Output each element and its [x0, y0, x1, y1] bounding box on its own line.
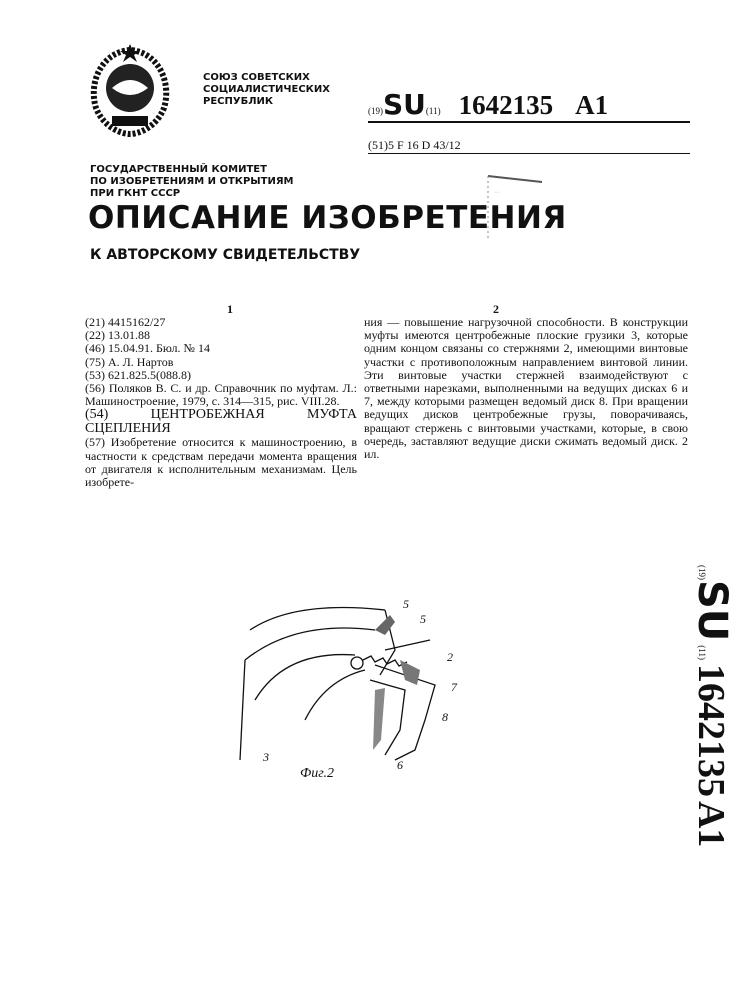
committee-line: ПРИ ГКНТ СССР [90, 188, 294, 200]
country-line: СОЮЗ СОВЕТСКИХ [203, 72, 330, 84]
patent-number-block [368, 88, 690, 123]
field-53: (53) 621.825.5(088.8) [85, 369, 357, 382]
committee-line: ПО ИЗОБРЕТЕНИЯМ И ОТКРЫТИЯМ [90, 176, 294, 188]
field-21: (21) 4415162/27 [85, 316, 357, 329]
kind-code: A1 [575, 90, 608, 120]
country-code: SU [689, 580, 735, 641]
ipc-class: (51)5 F 16 D 43/12 [368, 138, 690, 154]
field-75: (75) А. Л. Нартов [85, 356, 357, 369]
country-name [203, 72, 330, 108]
country-line: СОЦИАЛИСТИЧЕСКИХ [203, 84, 330, 96]
library-stamp [484, 172, 544, 242]
committee [90, 164, 294, 200]
ussr-emblem-icon [82, 42, 178, 138]
figure-2-drawing [235, 590, 475, 770]
country-code: SU [383, 88, 426, 121]
document-title: ОПИСАНИЕ ИЗОБРЕТЕНИЯ [88, 200, 567, 236]
kind-code: A1 [690, 801, 732, 847]
figure-label: 2 [447, 650, 453, 665]
abstract-continued: ния — повышение нагрузочной способности. В конструкции муфты имеются центробежные плоские грузики 3, которые одним концом связаны со стержнями 2, имеющими винтовые участки с противоположным направлением винтовой линии. Эти винтовые участки стержней взаимодействуют с ответными нарезками, выполненными на ведущих дисках 6 и 7, между которыми размещен ведомый диск 8. При вращении ведущих дисков центробежные грузы, поворачиваясь, вращают стержень с винтовыми участками, которые, в свою очередь, заставляют ведущие диски сжимать ведомый диск. 2 ил. [364, 316, 688, 461]
figure-label: 6 [397, 758, 403, 773]
patent-number: 1642135 [459, 90, 554, 120]
patent-page [0, 0, 707, 1000]
code-11: (11) [426, 106, 441, 116]
svg-text:···: ··· [494, 190, 500, 196]
committee-line: ГОСУДАРСТВЕННЫЙ КОМИТЕТ [90, 164, 294, 176]
document-subtitle: К АВТОРСКОМУ СВИДЕТЕЛЬСТВУ [90, 247, 360, 263]
code-11: (11) [697, 645, 707, 660]
code-19: (19) [368, 106, 383, 116]
side-patent-number [675, 565, 735, 855]
country-line: РЕСПУБЛИК [203, 96, 330, 108]
column-number: 2 [493, 302, 499, 317]
field-22: (22) 13.01.88 [85, 329, 357, 342]
field-56: (56) Поляков В. С. и др. Справочник по муфтам. Л.: Машиностроение, 1979, с. 314—315, рис. VIII.28. [85, 382, 357, 408]
figure-label: 5 [403, 597, 409, 612]
code-19: (19) [697, 565, 707, 580]
column-number: 1 [227, 302, 233, 317]
figure-label: 3 [263, 750, 269, 765]
field-46: (46) 15.04.91. Бюл. № 14 [85, 342, 357, 355]
patent-number: 1642135 [690, 664, 732, 797]
bibliographic-column [85, 316, 357, 489]
figure-label: 7 [451, 680, 457, 695]
field-54-title: (54) ЦЕНТРОБЕЖНАЯ МУФТА СЦЕПЛЕНИЯ [85, 408, 357, 436]
figure-caption: Фиг.2 [300, 766, 334, 782]
figure-label: 8 [442, 710, 448, 725]
field-57-abstract: (57) Изобретение относится к машиностроению, в частности к средствам передачи момента вращения от двигателя к исполнительным механизмам. Цель изобрете- [85, 436, 357, 489]
figure-label: 5 [420, 612, 426, 627]
